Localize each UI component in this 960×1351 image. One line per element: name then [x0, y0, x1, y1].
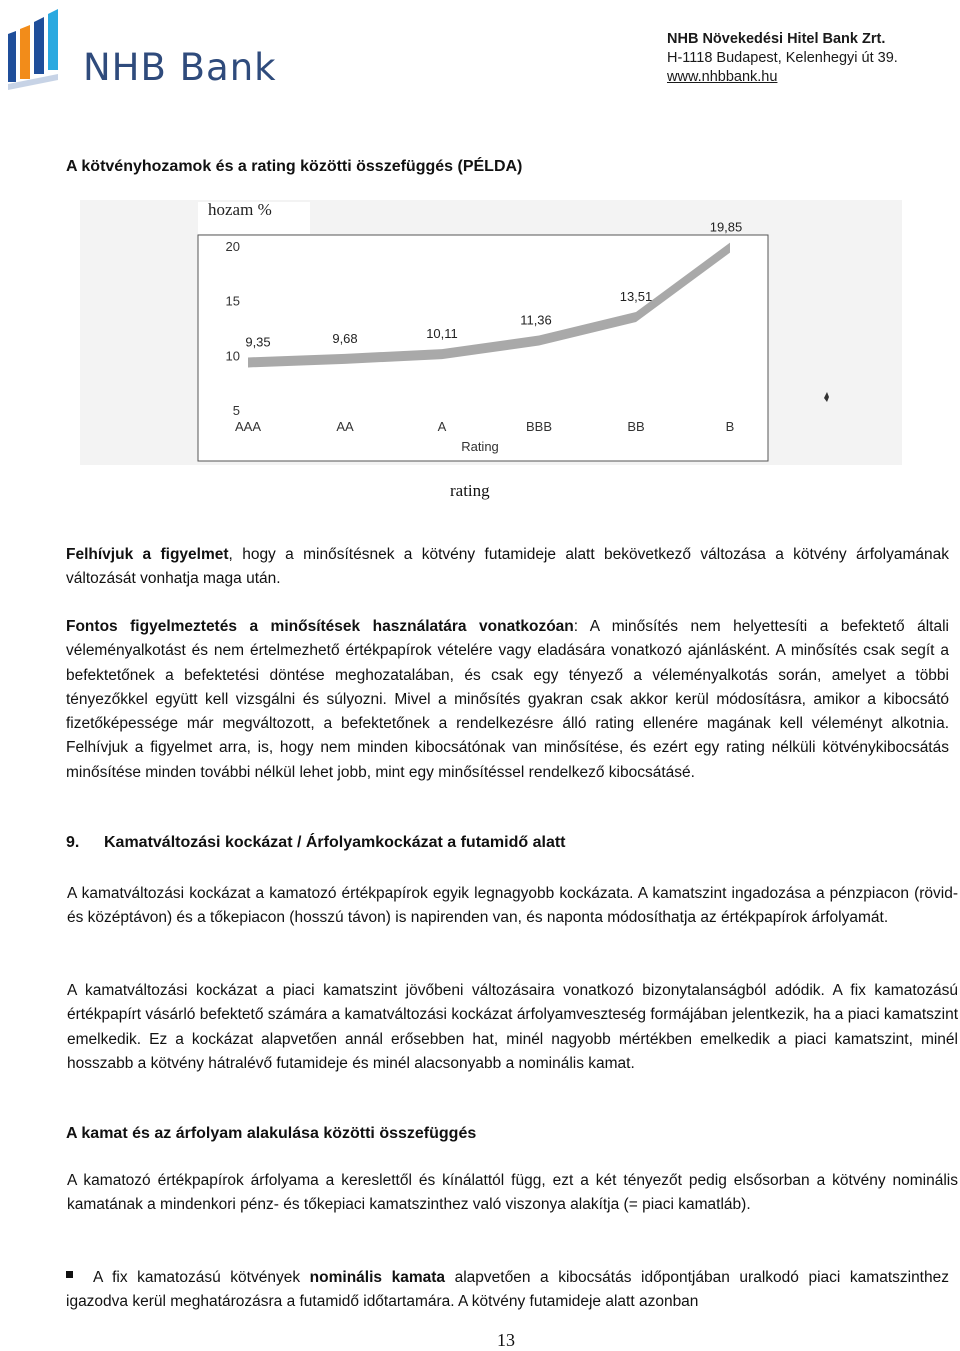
paragraph-4: A kamatváltozási kockázat a piaci kamatszint jövőbeni változásaira vonatkozó bizonytalanságból adódik. A fix kamatozású értékpapírt vásárló befektető számára a kamatváltozási kockázat árfolyamveszteség formájában jelentkezik, ha a piaci kamatszint emelkedik. Ez a kockázat alapvetően annál erősebben hat, minél nagyobb mértékben emelkedik a piaci kamatszint, minél hosszabb a kötvény hátralévő futamideje és minél alacsonyabb a nominális kamat.	[67, 982, 958, 1072]
data-label: 10,11	[426, 326, 458, 342]
y-tick-label: 5	[232, 403, 240, 418]
scan-speck	[824, 392, 829, 402]
x-category-label: B	[725, 419, 735, 434]
section-9-title: Kamatváltozási kockázat / Árfolyamkockázat a futamidő alatt	[104, 834, 566, 851]
paragraph-1	[66, 543, 949, 592]
p2-bold: Fontos figyelmeztetés a minősítések használatára vonatkozóan	[66, 618, 574, 635]
chart-xlabel: Rating	[461, 439, 499, 454]
x-category-label: AA	[336, 419, 354, 434]
p6-bold: nominális kamata	[309, 1269, 446, 1286]
x-category-label: AAA	[234, 419, 262, 434]
p1-bold: Felhívjuk a figyelmet	[66, 546, 229, 563]
data-label: 19,85	[709, 219, 743, 235]
chart-outer-ylabel: hozam %	[208, 200, 272, 219]
x-category-label: BBB	[525, 419, 553, 434]
y-tick-label: 20	[225, 239, 240, 254]
company-info	[667, 30, 957, 87]
x-category-label: A	[437, 419, 447, 434]
chart-outer-xlabel: rating	[450, 481, 490, 500]
yield-rating-chart	[80, 200, 902, 465]
bullet-paragraph	[66, 1266, 949, 1315]
data-label: 9,35	[245, 334, 271, 350]
paragraph-2	[66, 615, 949, 785]
section-9-heading	[66, 834, 566, 852]
data-label: 9,68	[332, 330, 358, 346]
chart-svg	[80, 200, 902, 465]
nhb-logo	[6, 4, 306, 94]
paragraph-3: A kamatváltozási kockázat a kamatozó értékpapírok egyik legnagyobb kockázata. A kamatszint ingadozása a pénzpiacon (rövid- és középtávon) és a tőkepiacon (hosszú távon) is napirenden van, és naponta módosíthatja az értékpapírok árfolyamát.	[67, 885, 958, 927]
paragraph-5: A kamatozó értékpapírok árfolyama a kereslettől és kínálattól függ, ezt a két tényezőt pedig elsősorban a kötvény nominális kamatának a mindenkori pénz- és tőkepiaci kamatszinthez való viszonya alakítja (= piaci kamatláb).	[67, 1172, 958, 1214]
company-website-link[interactable]: www.nhbbank.hu	[667, 69, 778, 85]
y-tick-label: 15	[225, 293, 240, 309]
p1-text: , hogy a minősítésnek a kötvény futamideje alatt bekövetkező változása a kötvény árfolyamának változását vonhatja maga után.	[66, 546, 949, 588]
data-label: 11,36	[520, 312, 552, 328]
data-label: 13,51	[619, 288, 653, 304]
p6-text: alapvetően a kibocsátás időpontjában uralkodó piaci kamatszinthez igazodva kerül meghatározásra a futamidő időtartamára. A kötvény futamideje alatt azonban	[66, 1269, 949, 1311]
section-title: A kötvényhozamok és a rating közötti összefüggés (PÉLDA)	[66, 158, 523, 175]
section-9-number: 9.	[66, 834, 80, 851]
company-address: H-1118 Budapest, Kelenhegyi út 39.	[667, 50, 898, 66]
square-bullet-icon	[66, 1271, 73, 1278]
subsection-heading: A kamat és az árfolyam alakulása közötti összefüggés	[66, 1125, 477, 1142]
company-name: NHB Növekedési Hitel Bank Zrt.	[667, 31, 886, 47]
p2-text: : A minősítés nem helyettesíti a befektető általi véleményalkotást és nem értelmezhető értékpapírok vételére vagy eladására vonatkozó ajánlásként. A minősítés csak segít a befektetőnek a befektetési döntése meghozatalában, és csak egy tényező a véleményalkotás során, amelyet a többi tényezőkkel együtt kell vizsgálni és súlyozni. Mivel a minősítés gyakran csak akkor kerül módosításra, amikor a kibocsátó fizetőképessége már megváltozott, a befektetőnek a rendelkezésre álló rating ellenére magának kell véleményt alkotnia. Felhívjuk a figyelmet arra, is, hogy nem minden kibocsátónak van minősítése, és ezért egy rating nélküli kötvénykibocsátás minősítése minden további nélkül lehet jobb, mint egy minősítéssel rendelkező kibocsátásé.	[66, 618, 949, 781]
y-tick-label: 10	[225, 348, 240, 364]
logo-text: NHB Bank	[83, 46, 277, 89]
p6-pre: A fix kamatozású kötvények	[93, 1269, 310, 1286]
x-category-label: BB	[627, 419, 645, 434]
page-number: 13	[497, 1330, 515, 1350]
